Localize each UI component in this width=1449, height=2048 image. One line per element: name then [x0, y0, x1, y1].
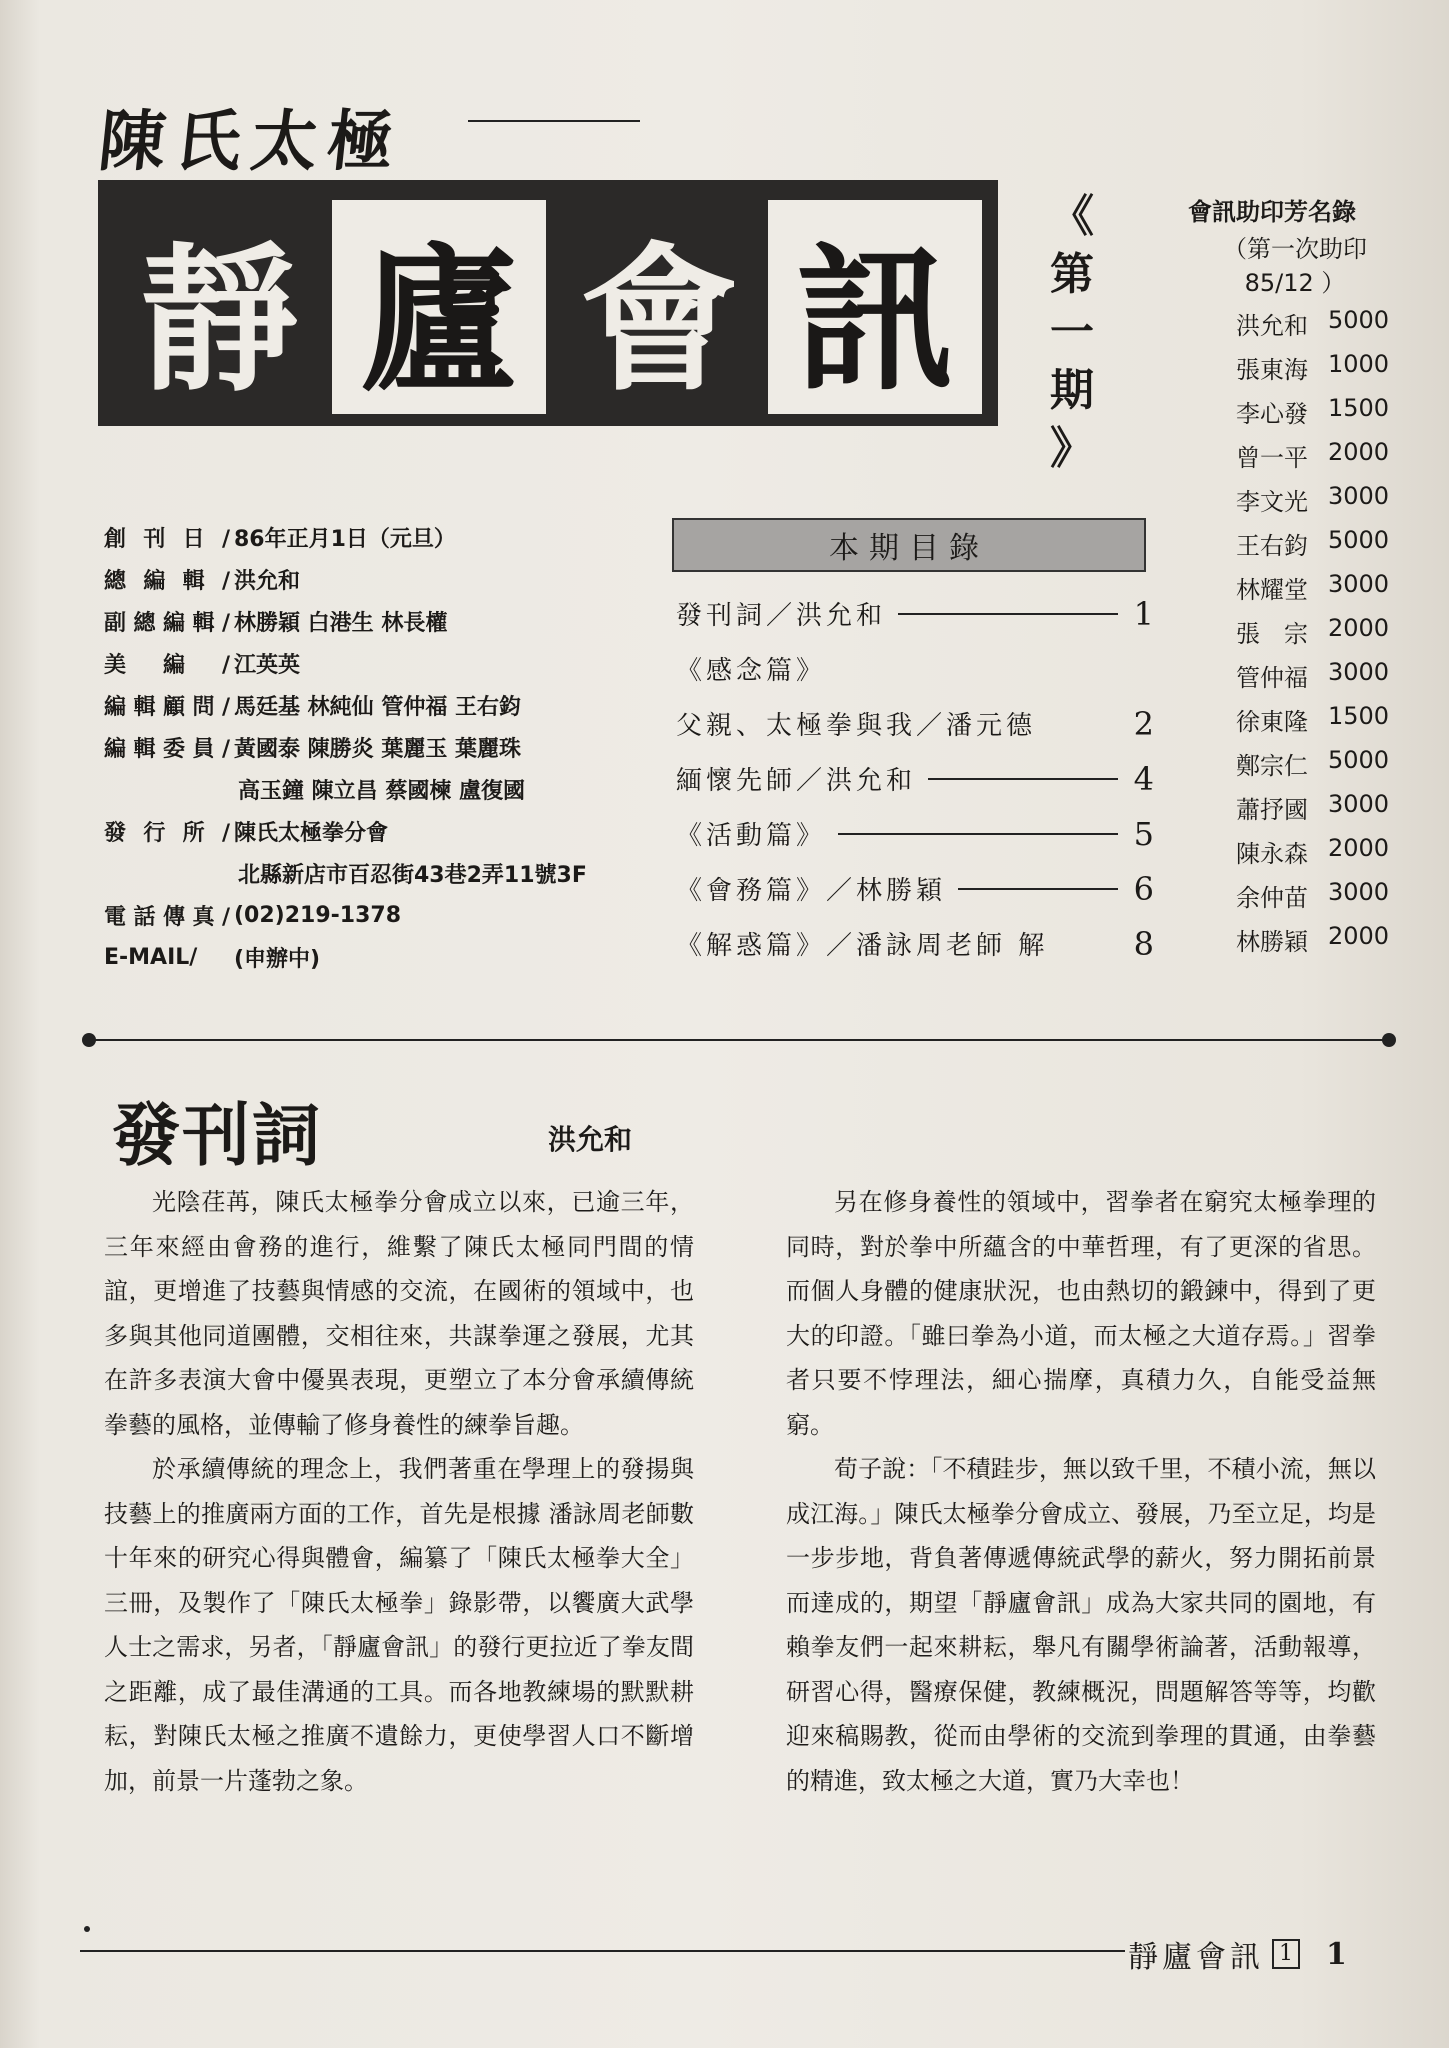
toc-item — [676, 861, 1154, 916]
donor-name: 張 宗 — [1236, 620, 1308, 648]
donor-name: 王右鈞 — [1236, 532, 1308, 560]
donor-amount: 5000 — [1328, 746, 1390, 774]
donor-name: 陳永森 — [1236, 840, 1308, 868]
info-row — [104, 516, 587, 558]
toc-page: 4 — [1133, 759, 1154, 798]
footer-publication-name: 靜廬會訊 — [1128, 1940, 1264, 1975]
toc-page: 8 — [1133, 924, 1154, 963]
donor-name: 管仲福 — [1236, 664, 1308, 692]
donor-row — [1236, 834, 1389, 878]
donor-row — [1236, 790, 1389, 834]
donor-row — [1236, 482, 1389, 526]
donor-amount: 1000 — [1328, 350, 1390, 378]
masthead-char-2: 廬 — [332, 200, 546, 414]
info-value: 林勝穎 白港生 林長權 — [234, 610, 448, 636]
divider-dot-left — [82, 1033, 96, 1047]
info-value: 洪允和 — [234, 568, 301, 594]
donor-name: 李心發 — [1236, 400, 1308, 428]
donor-subtitle-line2: 85/12 ） — [1244, 269, 1346, 297]
issue-bracket-open: 《 — [1050, 191, 1094, 242]
donor-amount: 1500 — [1328, 394, 1390, 422]
issue-char-2: 一 — [1050, 307, 1094, 358]
donor-amount: 1500 — [1328, 702, 1390, 730]
donor-row — [1236, 438, 1389, 482]
toc-title: 本期目錄 — [672, 518, 1146, 572]
donor-amount: 5000 — [1328, 306, 1390, 334]
series-title: 陳氏太極 — [95, 102, 408, 180]
donor-amount: 3000 — [1328, 878, 1390, 906]
donor-row — [1236, 394, 1389, 438]
donor-row — [1236, 614, 1389, 658]
toc-item — [676, 586, 1154, 641]
donor-subtitle-line1: （第一次助印 — [1223, 235, 1367, 263]
info-label: 發行所/ — [104, 820, 230, 846]
toc-leader — [928, 778, 1118, 780]
article-paragraph: 光陰荏苒，陳氏太極拳分會成立以來，已逾三年，三年來經由會務的進行，維繫了陳氏太極同門間的情誼，更增進了技藝與情感的交流，在國術的領域中，也多與其他同道團體，交相往來，共謀拳運之發展，尤其在許多表演大會中優異表現，更塑立了本分會承續傳統拳藝的風格，並傳輸了修身養性的練拳旨趣。 — [104, 1188, 694, 1439]
donor-amount: 3000 — [1328, 482, 1390, 510]
toc-page: 5 — [1133, 814, 1154, 853]
info-label: 電話傳真/ — [104, 904, 230, 930]
donor-row — [1236, 878, 1389, 922]
info-label: 創刊日/ — [104, 526, 230, 552]
footer-rule — [80, 1950, 1125, 1952]
toc-item-text: 緬懷先師／洪允和 — [676, 766, 917, 796]
donor-row — [1236, 746, 1389, 790]
donor-list-title: 會訊助印芳名錄 — [1188, 198, 1356, 226]
toc-item-text: 發刊詞／洪允和 — [676, 601, 887, 631]
info-row — [104, 684, 587, 726]
donor-row — [1236, 306, 1389, 350]
page-number: 1 — [1326, 1936, 1351, 1972]
series-rule — [468, 120, 640, 122]
info-row — [104, 852, 587, 894]
donor-name: 蕭抒國 — [1236, 796, 1308, 824]
donor-amount: 2000 — [1328, 922, 1390, 950]
donor-row — [1236, 702, 1389, 746]
donor-amount: 3000 — [1328, 790, 1390, 818]
masthead-banner — [98, 180, 998, 426]
toc-item — [676, 696, 1154, 751]
toc-leader — [958, 888, 1118, 890]
toc-item-text: 父親、太極拳與我／潘元德 — [676, 711, 1037, 741]
donor-amount: 3000 — [1328, 658, 1390, 686]
donor-name: 徐東隆 — [1236, 708, 1308, 736]
toc-item-text: 《感念篇》 — [676, 656, 827, 686]
toc-item-text: 《活動篇》 — [676, 821, 827, 851]
info-value: 北縣新店市百忍街43巷2弄11號3F — [238, 862, 587, 888]
donor-row — [1236, 350, 1389, 394]
info-label: 總編輯/ — [104, 568, 230, 594]
donor-name: 李文光 — [1236, 488, 1308, 516]
donor-row — [1236, 658, 1389, 702]
table-of-contents — [676, 586, 1154, 971]
info-row — [104, 936, 587, 978]
donor-amount: 2000 — [1328, 834, 1390, 862]
donor-name: 林耀堂 — [1236, 576, 1308, 604]
info-row — [104, 726, 587, 768]
publication-info — [104, 516, 587, 978]
footer-issue-box: 1 — [1272, 1939, 1300, 1969]
info-value: 86年正月1日（元旦） — [234, 526, 456, 552]
toc-item-text: 《會務篇》／林勝穎 — [676, 876, 947, 906]
info-value: 黃國泰 陳勝炎 葉麗玉 葉麗珠 — [234, 736, 521, 762]
donor-row — [1236, 526, 1389, 570]
info-row — [104, 768, 587, 810]
donor-name: 林勝穎 — [1236, 928, 1308, 956]
info-value: 江英英 — [234, 652, 301, 678]
info-row — [104, 894, 587, 936]
donor-row — [1236, 922, 1389, 966]
divider-dot-right — [1382, 1033, 1396, 1047]
article-column-left — [104, 1180, 694, 1803]
toc-item — [676, 806, 1154, 861]
issue-bracket-close: 》 — [1050, 423, 1094, 474]
masthead-char-4: 訊 — [768, 200, 982, 414]
toc-item — [676, 916, 1154, 971]
info-value: 馬廷基 林純仙 管仲福 王右鈞 — [234, 694, 521, 720]
donor-list — [1236, 306, 1389, 966]
donor-name: 曾一平 — [1236, 444, 1308, 472]
article-paragraph: 於承續傳統的理念上，我們著重在學理上的發揚與技藝上的推廣兩方面的工作，首先是根據 潘詠周老師數十年來的研究心得與體會，編纂了「陳氏太極拳大全」三冊，及製作了「陳氏太極拳」錄影帶，以饗廣大武學人士之需求，另者，「靜廬會訊」的發行更拉近了拳友間之距離，成了最佳溝通的工具。而各地教練場的默默耕耘，對陳氏太極之推廣不遺餘力，更使學習人口不斷增加，前景一片蓬勃之象。 — [104, 1455, 694, 1795]
issue-char-3: 期 — [1050, 365, 1094, 416]
info-value: 高玉鐘 陳立昌 蔡國楝 盧復國 — [238, 778, 525, 804]
section-divider — [88, 1039, 1390, 1041]
toc-leader — [898, 613, 1118, 615]
article-paragraph: 荀子說：「不積跬步，無以致千里，不積小流，無以成江海。」陳氏太極拳分會成立、發展，乃至立足，均是一步步地，背負著傳遞傳統武學的薪火，努力開拓前景而達成的，期望「靜廬會訊」成為大家共同的園地，有賴拳友們一起來耕耘，舉凡有關學術論著，活動報導，研習心得，醫療保健，教練概況，問題解答等等，均歡迎來稿賜教，從而由學術的交流到拳理的貫通，由拳藝的精進，致太極之大道，實乃大幸也！ — [786, 1455, 1376, 1795]
page-footer — [1128, 1932, 1351, 1976]
donor-list-subtitle — [1220, 232, 1370, 300]
donor-name: 洪允和 — [1236, 312, 1308, 340]
info-row — [104, 810, 587, 852]
info-label: 美編/ — [104, 652, 230, 678]
footer-dot — [84, 1926, 90, 1932]
article-author: 洪允和 — [548, 1123, 633, 1156]
info-label: 編輯委員/ — [104, 736, 230, 762]
info-row — [104, 642, 587, 684]
info-row — [104, 600, 587, 642]
issue-number — [1040, 188, 1104, 478]
toc-item-text: 《解惑篇》／潘詠周老師 解 — [676, 931, 1049, 961]
toc-page: 2 — [1133, 704, 1154, 743]
info-value: 陳氏太極拳分會 — [234, 820, 389, 846]
toc-page: 1 — [1133, 594, 1154, 633]
donor-amount: 2000 — [1328, 614, 1390, 642]
toc-item — [676, 641, 1154, 696]
donor-name: 鄭宗仁 — [1236, 752, 1308, 780]
donor-amount: 3000 — [1328, 570, 1390, 598]
donor-amount: 5000 — [1328, 526, 1390, 554]
donor-amount: 2000 — [1328, 438, 1390, 466]
toc-page: 6 — [1133, 869, 1154, 908]
masthead-char-3: 會 — [580, 227, 738, 413]
masthead-char-1: 靜 — [140, 227, 298, 413]
donor-row — [1236, 570, 1389, 614]
issue-char-1: 第 — [1050, 249, 1094, 300]
article-paragraph: 另在修身養性的領域中，習拳者在窮究太極拳理的同時，對於拳中所蘊含的中華哲理，有了更深的省思。而個人身體的健康狀況，也由熱切的鍛鍊中，得到了更大的印證。「雖曰拳為小道，而太極之大道存焉。」習拳者只要不悖理法，細心揣摩，真積力久，自能受益無窮。 — [786, 1188, 1376, 1439]
donor-name: 張東海 — [1236, 356, 1308, 384]
info-label: 副總編輯/ — [104, 610, 230, 636]
info-value: (02)219-1378 — [234, 902, 402, 928]
info-label: 編輯顧問/ — [104, 694, 230, 720]
article-title: 發刊詞 — [112, 1096, 323, 1176]
donor-name: 余仲苗 — [1236, 884, 1308, 912]
info-value: (申辦中) — [234, 946, 321, 972]
toc-leader — [838, 833, 1118, 835]
toc-item — [676, 751, 1154, 806]
info-row — [104, 558, 587, 600]
info-label: E-MAIL/ — [104, 944, 198, 970]
article-column-right — [786, 1180, 1376, 1803]
